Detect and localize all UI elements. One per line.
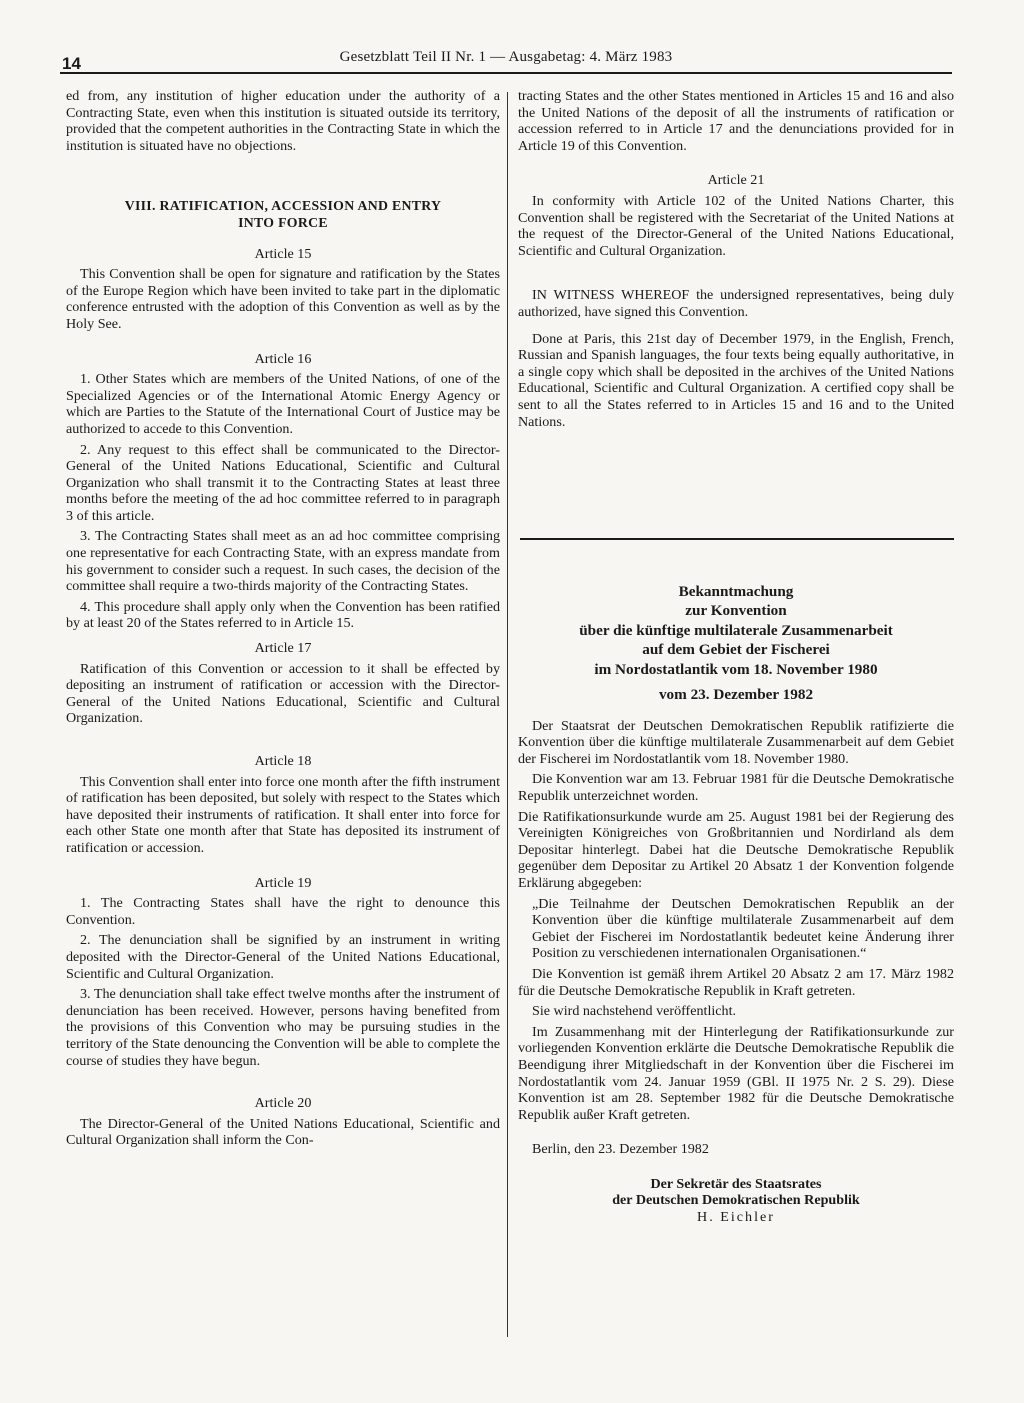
- column-divider: [507, 92, 508, 1337]
- german-para-5: Sie wird nachstehend veröffentlicht.: [532, 1003, 737, 1020]
- article-16-para-1: 1. Other States which are members of the United Nations, of one of the Specialized Agencies or of the International Atomic Energy Agency or which are Parties to the Statute of the International Court of Justice may be authorized to accede to this Convention.: [66, 371, 500, 437]
- done-clause: Done at Paris, this 21st day of December 1979, in the English, French, Russian and Spanish languages, the four texts being equally authoritative, in a single copy which shall be deposited in the archives of the United Nations Educational, Scientific and Cultural Organization. A certified copy shall be sent to all the States referred to in Articles 15 and 16 and to the United Nations.: [518, 330, 954, 430]
- spacer: [518, 1162, 954, 1176]
- spacer: [66, 861, 500, 867]
- section-title-line-1: VIII. RATIFICATION, ACCESSION AND ENTRY: [124, 198, 442, 214]
- article-15-title: Article 15: [254, 245, 312, 262]
- announcement-title-1: Bekanntmachung: [678, 583, 794, 600]
- section-title: [66, 198, 500, 231]
- german-declaration-quote: „Die Teilnahme der Deutschen Demokratischen Republik an der Konvention über die künftige multilaterale Zusammenarbeit auf dem Gebiet der Fischerei im Nordostatlantik bedeutet keine Änderung ihrer Position zu verschiedenen internationalen Organisationen.“: [532, 895, 954, 962]
- page-header: [60, 46, 952, 74]
- left-column: [66, 88, 500, 1153]
- article-17-text: Ratification of this Convention or accession to it shall be effected by depositing an instrument of ratification or accession with the Director-General of the United Nations Educational, Scientific and Cultural Organization.: [66, 660, 500, 727]
- section-rule: [520, 538, 954, 540]
- spacer: [66, 1073, 500, 1087]
- announcement-title-4: auf dem Gebiet der Fischerei: [642, 641, 830, 659]
- intro-paragraph: ed from, any institution of higher education under the authority of a Contracting State, even when this institution is situated outside its territory, provided that the competent authorities in the Contracting State in which the institution is situated have no objections.: [66, 88, 500, 154]
- german-para-6: Im Zusammenhang mit der Hinterlegung der Ratifikationsurkunde zur vorliegenden Konvention erklärte die Deutsche Demokratische Republik die Beendigung ihrer Mitgliedschaft in der Konvention über die Fischerei im Nordostatlantik vom 24. Januar 1959 (GBl. II 1975 Nr. 2 S. 29). Diese Konvention ist am 28. September 1982 für die Deutsche Demokratische Republik außer Kraft getreten.: [518, 1023, 954, 1123]
- article-18-text: This Convention shall enter into force one month after the fifth instrument of ratification has been deposited, but solely with respect to the States which have deposited their instruments of ratification. It shall enter into force for each other State one month after that State has deposited its instrument of ratification or accession.: [66, 773, 500, 856]
- spacer: [66, 731, 500, 745]
- article-19-para-1: 1. The Contracting States shall have the right to denounce this Convention.: [66, 895, 500, 928]
- announcement-block: [518, 582, 954, 1226]
- place-and-date: Berlin, den 23. Dezember 1982: [532, 1141, 709, 1158]
- article-21-text: In conformity with Article 102 of the United Nations Charter, this Convention shall be registered with the Secretariat of the United Nations at the request of the Director-General of the United Nations Educational, Scientific and Cultural Organization.: [518, 192, 954, 259]
- article-16-title: Article 16: [254, 350, 312, 367]
- article-20-text: The Director-General of the United Nations Educational, Scientific and Cultural Organization shall inform the Con-: [66, 1115, 500, 1149]
- article-15-text: This Convention shall be open for signature and ratification by the States of the Europe Region which have been invited to take part in the diplomatic conference entrusted with the adoption of this Convention as well as by the Holy See.: [66, 266, 500, 332]
- german-para-1: Der Staatsrat der Deutschen Demokratischen Republik ratifizierte die Konvention über die künftige multilaterale Zusammenarbeit auf dem Gebiet der Fischerei im Nordostatlantik vom 18. November 1980.: [518, 717, 954, 767]
- article-20-continued: tracting States and the other States mentioned in Articles 15 and 16 and also the United Nations of the deposit of all the instruments of ratification or accession referred to in Article 17 and the denunciations provided for in Article 19 of this Convention.: [518, 88, 954, 154]
- spacer: [66, 337, 500, 343]
- spacer: [518, 1127, 954, 1141]
- page-number: 14: [62, 54, 81, 73]
- spacer: [66, 158, 500, 198]
- german-para-2: Die Konvention war am 13. Februar 1981 für die Deutsche Demokratische Republik unterzeichnet worden.: [518, 771, 954, 804]
- article-20-title: Article 20: [254, 1095, 312, 1112]
- article-17-title: Article 17: [254, 640, 312, 657]
- signatory-title-1: Der Sekretär des Staatsrates: [650, 1175, 822, 1192]
- signatory-title-2: der Deutschen Demokratischen Republik: [612, 1192, 860, 1209]
- article-16-para-4: 4. This procedure shall apply only when the Convention has been ratified by at least 20 of the States referred to in Article 15.: [66, 598, 500, 632]
- article-16-para-2: 2. Any request to this effect shall be communicated to the Director-General of the United Nations Educational, Scientific and Cultural Organization who shall transmit it to the Contracting States at least three months before the meeting of the ad hoc committee referred to in paragraph 3 of this article.: [66, 441, 500, 524]
- announcement-title-3: über die künftige multilaterale Zusammenarbeit: [579, 621, 893, 639]
- announcement-title-2: zur Konvention: [685, 602, 787, 620]
- spacer: [518, 158, 954, 164]
- header-title: Gesetzblatt Teil II Nr. 1 — Ausgabetag: 4. März 1983: [339, 49, 673, 65]
- announcement-date: vom 23. Dezember 1982: [658, 686, 814, 704]
- german-para-4: Die Konvention ist gemäß ihrem Artikel 20 Absatz 2 am 17. März 1982 für die Deutsche Demokratische Republik in Kraft getreten.: [518, 965, 954, 999]
- spacer: [518, 263, 954, 287]
- right-column: [518, 88, 954, 434]
- section-title-line-2: INTO FORCE: [238, 214, 328, 230]
- article-18-title: Article 18: [254, 753, 312, 769]
- article-19-title: Article 19: [254, 874, 312, 891]
- article-21-title: Article 21: [707, 172, 765, 189]
- signatory-name: H. Eichler: [697, 1209, 775, 1226]
- article-16-para-3: 3. The Contracting States shall meet as an ad hoc committee comprising one representative for each Contracting State, with an express mandate from his government to consider such a request. In such cases, the decision of the committee shall require a two-thirds majority of the Contracting States.: [66, 528, 500, 595]
- article-19-para-2: 2. The denunciation shall be signified by an instrument in writing deposited with the Director-General of the United Nations Educational, Scientific and Cultural Organization.: [66, 932, 500, 982]
- announcement-title-5: im Nordostatlantik vom 18. November 1980: [594, 660, 878, 678]
- witness-clause: IN WITNESS WHEREOF the undersigned representatives, being duly authorized, have signed this Convention.: [518, 287, 954, 320]
- article-19-para-3: 3. The denunciation shall take effect twelve months after the instrument of denunciation has been received. However, persons having benefited from the provisions of this Convention who may be pursuing studies in the territory of the State denouncing the Convention will be able to complete the course of studies they have begun.: [66, 986, 500, 1069]
- german-para-3: Die Ratifikationsurkunde wurde am 25. August 1981 bei der Regierung des Vereinigten Königreiches von Großbritannien und Nordirland als dem Depositar hinterlegt. Dabei hat die Deutsche Demokratische Republik gegenüber dem Depositar zu Artikel 20 Absatz 1 der Konvention folgende Erklärung abgegeben:: [518, 808, 954, 891]
